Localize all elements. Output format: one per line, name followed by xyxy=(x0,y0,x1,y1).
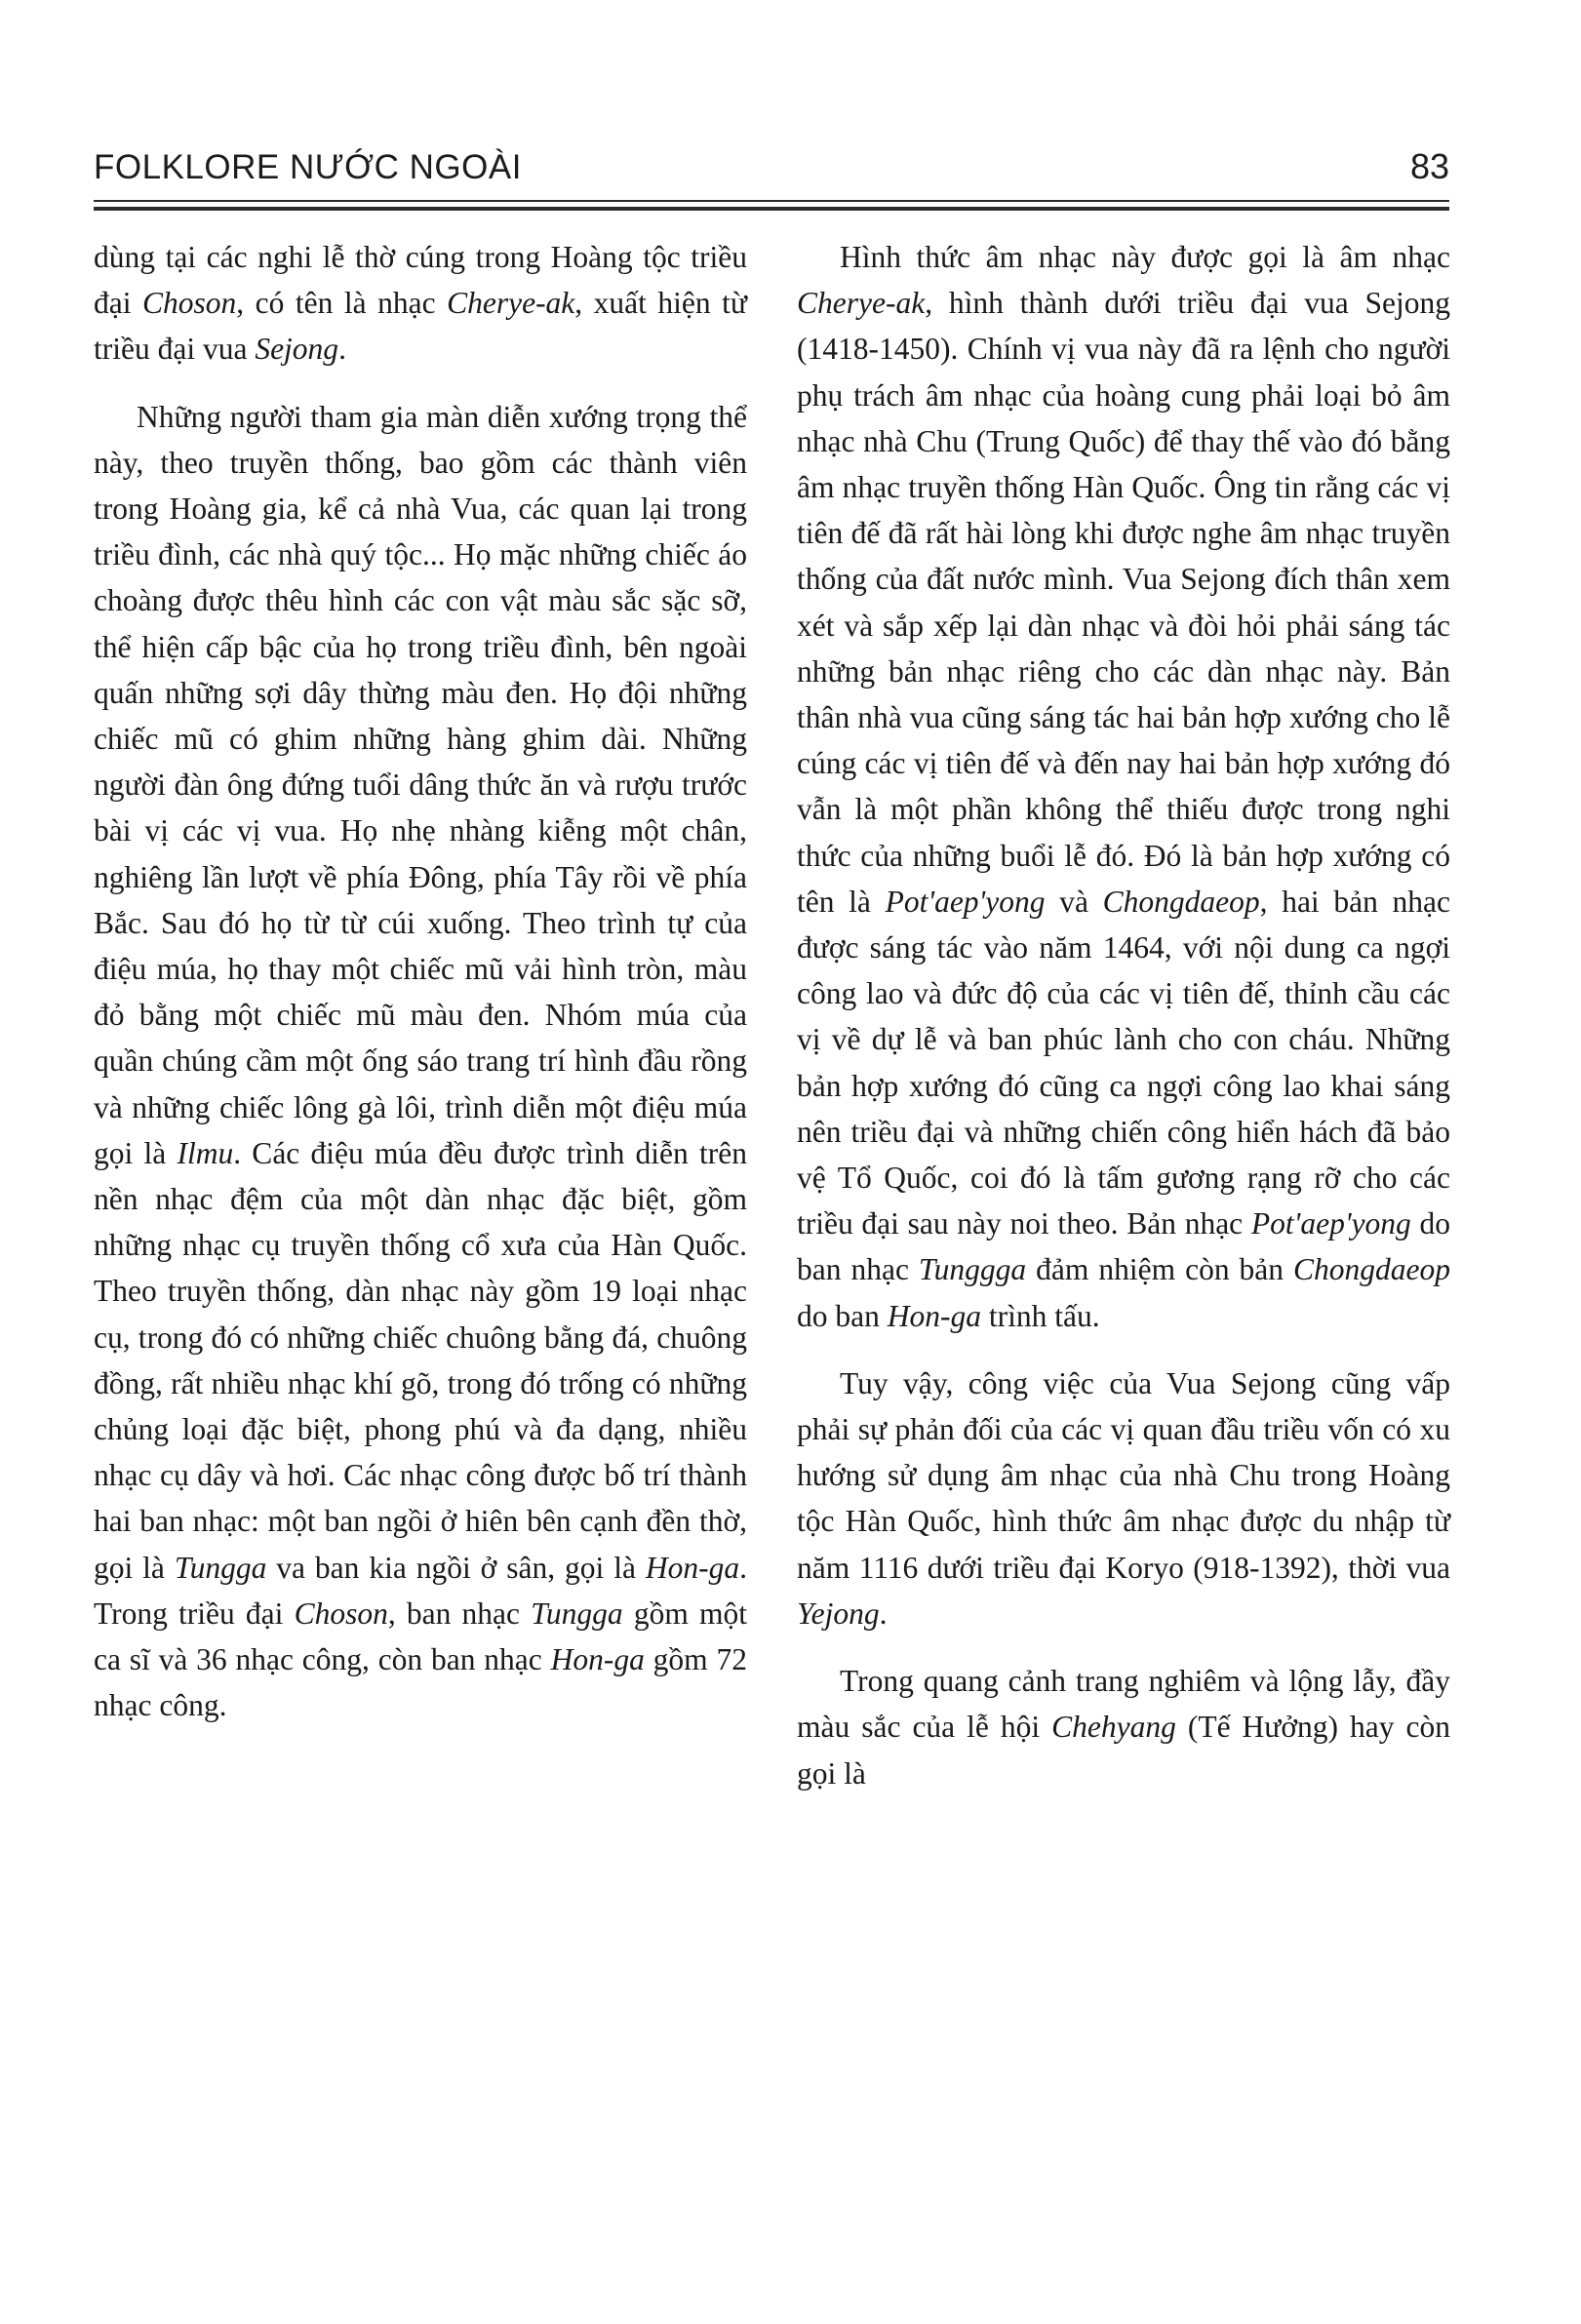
left-paragraph-2: Những người tham gia màn diễn xướng trọng thể này, theo truyền thống, bao gồm các thành viên trong Hoàng gia, kể cả nhà Vua, các quan lại trong triều đình, các nhà quý tộc... Họ mặc những chiếc áo choàng được thêu hình các con vật màu sắc sặc sỡ, thể hiện cấp bậc của họ trong triều đình, bên ngoài quấn những sợi dây thừng màu đen. Họ đội những chiếc mũ có ghim những hàng ghim dài. Những người đàn ông đứng tuổi dâng thức ăn và rượu trước bài vị các vị vua. Họ nhẹ nhàng kiễng một chân, nghiêng lần lượt về phía Đông, phía Tây rồi về phía Bắc. Sau đó họ từ từ cúi xuống. Theo trình tự của điệu múa, họ thay một chiếc mũ vải hình tròn, màu đỏ bằng một chiếc mũ màu đen. Nhóm múa của quần chúng cầm một ống sáo trang trí hình đầu rồng và những chiếc lông gà lôi, trình diễn một điệu múa gọi là Ilmu. Các điệu múa đều được trình diễn trên nền nhạc đệm của một dàn nhạc đặc biệt, gồm những nhạc cụ truyền thống cổ xưa của Hàn Quốc. Theo truyền thống, dàn nhạc này gồm 19 loại nhạc cụ, trong đó có những chiếc chuông bằng đá, chuông đồng, rất nhiều nhạc khí gõ, trong đó trống có những chủng loại đặc biệt, phong phú và đa dạng, nhiều nhạc cụ dây và hơi. Các nhạc công được bố trí thành hai ban nhạc: một ban ngồi ở hiên bên cạnh đền thờ, gọi là Tungga va ban kia ngồi ở sân, gọi là Hon-ga. Trong triều đại Choson, ban nhạc Tungga gồm một ca sĩ và 36 nhạc công, còn ban nhạc Hon-ga gồm 72 nhạc công. xyxy=(94,399,747,1723)
italic-term: Chehyang xyxy=(1051,1710,1176,1745)
page-number: 83 xyxy=(1409,146,1449,186)
page-header xyxy=(94,146,1449,187)
italic-term: Cherye-ak xyxy=(447,286,575,321)
italic-term: Hon-ga xyxy=(645,1550,740,1585)
italic-term: Hon-ga xyxy=(550,1642,645,1677)
italic-term: Choson xyxy=(294,1595,388,1631)
header-rule-thin xyxy=(94,200,1449,202)
italic-term: Pot'aep'yong xyxy=(885,884,1046,919)
right-paragraph-3: Trong quang cảnh trang nghiêm và lộng lẫy, đầy màu sắc của lễ hội Chehyang (Tế Hưởng) hay còn gọi là xyxy=(797,1664,1450,1791)
italic-term: Pot'aep'yong xyxy=(1250,1206,1411,1241)
italic-term: Cherye-ak xyxy=(797,286,926,321)
header-rule-thick xyxy=(94,207,1449,211)
italic-term: Sejong xyxy=(255,332,339,367)
right-paragraph-1: Hình thức âm nhạc này được gọi là âm nhạc Cherye-ak, hình thành dưới triều đại vua Sejong (1418-1450). Chính vị vua này đã ra lệnh cho người phụ trách âm nhạc của hoàng cung phải loại bỏ âm nhạc nhà Chu (Trung Quốc) để thay thế vào đó bằng âm nhạc truyền thống Hàn Quốc. Ông tin rằng các vị tiên đế đã rất hài lòng khi được nghe âm nhạc truyền thống của đất nước mình. Vua Sejong đích thân xem xét và sắp xếp lại dàn nhạc và đòi hỏi phải sáng tác những bản nhạc riêng cho các dàn nhạc này. Bản thân nhà vua cũng sáng tác hai bản hợp xướng cho lễ cúng các vị tiên đế và đến nay hai bản hợp xướng đó vẫn là một phần không thể thiếu được trong nghi thức của những buổi lễ đó. Đó là bản hợp xướng có tên là Pot'aep'yong và Chongdaeop, hai bản nhạc được sáng tác vào năm 1464, với nội dung ca ngợi công lao và đức độ của các vị tiên đế, thỉnh cầu các vị về dự lễ và ban phúc lành cho con cháu. Những bản hợp xướng đó cũng ca ngợi công lao khai sáng nên triều đại và những chiến công hiển hách đã bảo vệ Tổ Quốc, coi đó là tấm gương rạng rỡ cho các triều đại sau này noi theo. Bản nhạc Pot'aep'yong do ban nhạc Tunggga đảm nhiệm còn bản Chongdaeop do ban Hon-ga trình tấu. xyxy=(797,240,1450,1333)
italic-term: Tungga xyxy=(174,1550,267,1585)
left-column xyxy=(94,234,747,1751)
italic-term: Yejong xyxy=(797,1595,880,1631)
left-paragraph-1: dùng tại các nghi lễ thờ cúng trong Hoàng tộc triều đại Choson, có tên là nhạc Cherye-ak, xuất hiện từ triều đại vua Sejong. xyxy=(94,240,747,367)
italic-term: Choson xyxy=(142,286,237,321)
right-paragraph-2: Tuy vậy, công việc của Vua Sejong cũng vấp phải sự phản đối của các vị quan đầu triều vốn có xu hướng sử dụng âm nhạc của nhà Chu trong Hoàng tộc Hàn Quốc, hình thức âm nhạc được du nhập từ năm 1116 dưới triều đại Koryo (918-1392), thời vua Yejong. xyxy=(797,1365,1450,1631)
italic-term: Chongdaeop xyxy=(1102,884,1260,919)
italic-term: Chongdaeop xyxy=(1293,1252,1450,1287)
running-title: FOLKLORE NƯỚC NGOÀI xyxy=(94,148,522,186)
right-column xyxy=(797,234,1450,1818)
italic-term: Tungga xyxy=(531,1595,623,1631)
italic-term: Hon-ga xyxy=(887,1298,981,1333)
italic-term: Ilmu xyxy=(177,1135,234,1170)
italic-term: Tunggga xyxy=(918,1252,1027,1287)
